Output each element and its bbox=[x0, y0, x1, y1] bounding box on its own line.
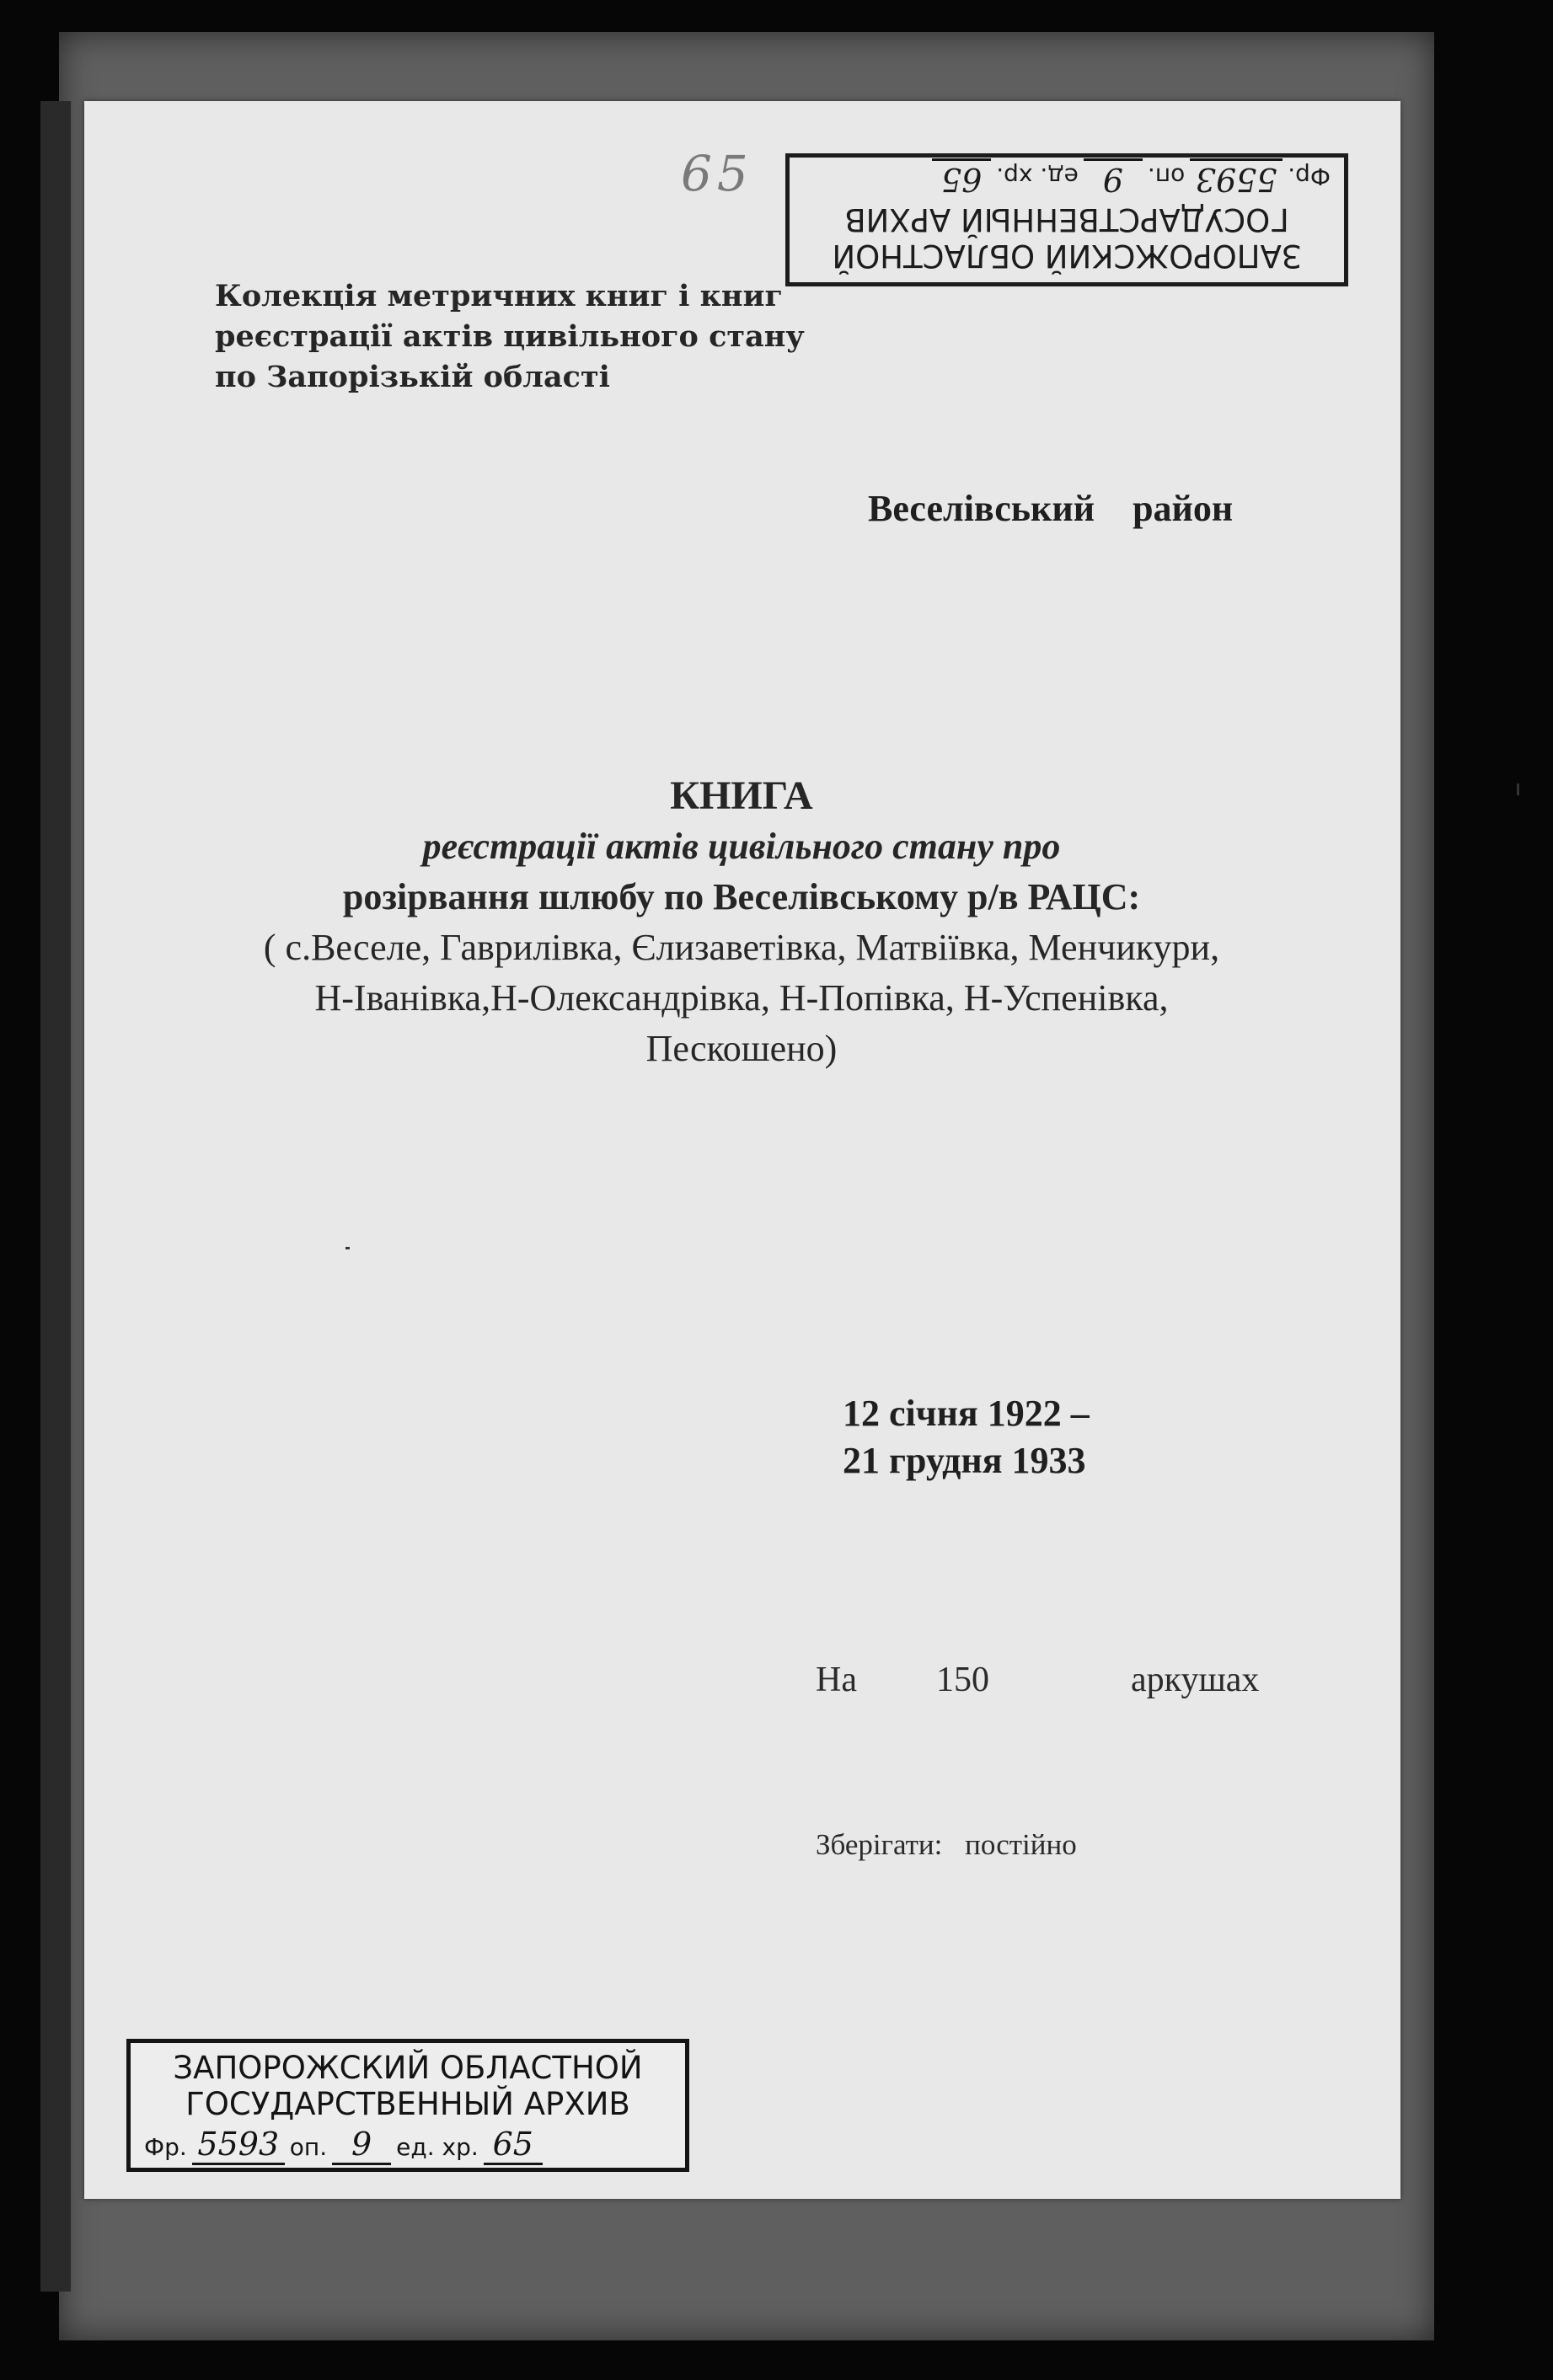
district-name: Веселівський район bbox=[868, 488, 1234, 529]
stamp-item-value: 65 bbox=[484, 2126, 543, 2165]
sheet-count-value: 150 bbox=[936, 1661, 989, 1699]
retention-note: Зберігати: постійно bbox=[816, 1828, 1077, 1861]
collection-line: Колекція метричних книг і книг bbox=[215, 279, 783, 313]
book-villages-line: Пескошено) bbox=[645, 1028, 838, 1069]
stamp-item-label: ед. хр. bbox=[396, 2133, 479, 2161]
book-villages-line: Н-Іванівка,Н-Олександрівка, Н-Попівка, Н-Успенівка, bbox=[314, 977, 1169, 1019]
book-subtitle: реєстрації актів цивільного стану про bbox=[422, 826, 1061, 867]
stamp-opis-value: 9 bbox=[332, 2126, 391, 2165]
archive-stamp-upside-down bbox=[785, 153, 1348, 286]
book-title: КНИГА bbox=[670, 773, 813, 818]
paper-speck bbox=[345, 1247, 350, 1249]
stamp-item-value: 65 bbox=[932, 158, 991, 198]
stamp-archive-type: ГОСУДАРСТВЕННЫЙ АРХИВ bbox=[844, 201, 1289, 238]
stamp-item-label: ед. хр. bbox=[996, 163, 1079, 190]
stamp-opis-value: 9 bbox=[1084, 158, 1143, 198]
paper-speck bbox=[1517, 784, 1519, 795]
stamp-fond-label: Фр. bbox=[1288, 163, 1331, 190]
date-start: 12 січня 1922 – bbox=[843, 1393, 1090, 1434]
collection-line: реєстрації актів цивільного стану bbox=[215, 319, 805, 354]
stamp-archive-name: ЗАПОРОЖСКИЙ ОБЛАСТНОЙ bbox=[832, 238, 1302, 274]
sheet-count-label: На bbox=[816, 1661, 857, 1699]
book-villages-line: ( с.Веселе, Гаврилівка, Єлизаветівка, Матвіївка, Менчикури, bbox=[263, 927, 1220, 968]
archive-stamp bbox=[126, 2039, 689, 2172]
stamp-opis-label: оп. bbox=[289, 2133, 328, 2161]
stamp-opis-label: оп. bbox=[1147, 163, 1186, 190]
stamp-archive-type: ГОСУДАРСТВЕННЫЙ АРХИВ bbox=[185, 2086, 630, 2122]
stamp-fond-value: 5593 bbox=[1190, 158, 1283, 198]
title-page bbox=[84, 101, 1400, 2199]
stamp-archive-name: ЗАПОРОЖСКИЙ ОБЛАСТНОЙ bbox=[173, 2050, 643, 2086]
stamp-reference bbox=[144, 2126, 672, 2165]
book-subject: розірвання шлюбу по Веселівському р/в РАЦС: bbox=[342, 876, 1141, 917]
collection-heading bbox=[215, 276, 805, 398]
date-end: 21 грудня 1933 bbox=[843, 1440, 1086, 1481]
book-description bbox=[164, 771, 1319, 1074]
binding-spine bbox=[40, 101, 71, 2292]
stamp-fond-label: Фр. bbox=[144, 2133, 187, 2161]
stamp-reference bbox=[803, 158, 1331, 198]
handwritten-page-number: 65 bbox=[681, 145, 753, 202]
collection-line: по Запорізькій області bbox=[215, 360, 610, 394]
date-range bbox=[843, 1390, 1090, 1484]
stamp-fond-value: 5593 bbox=[192, 2126, 285, 2165]
sheet-count-unit: аркушах bbox=[1131, 1661, 1260, 1699]
